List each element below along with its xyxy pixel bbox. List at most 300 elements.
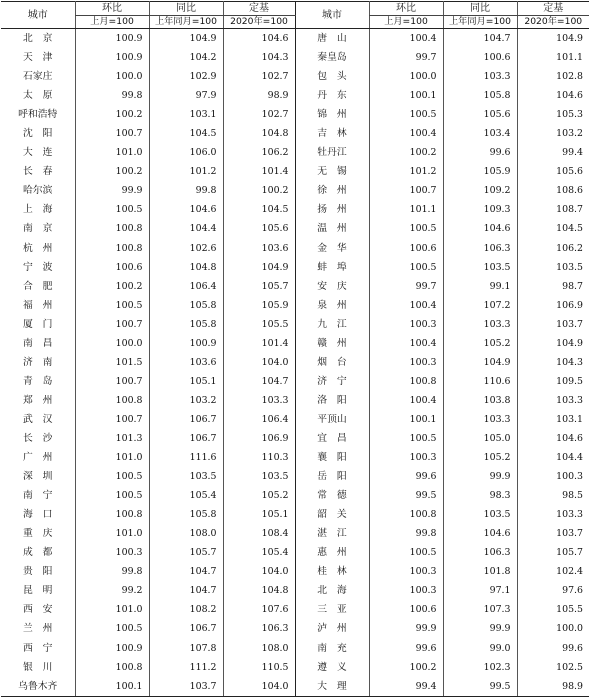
right-base-cell: 106.2 [517,239,589,258]
left-city-cell: 昆 明 [23,585,53,597]
left-mom-cell: 101.5 [75,353,149,372]
right-base-cell: 104.3 [517,353,589,372]
right-base-cell: 104.5 [517,219,589,238]
left-city-cell: 乌鲁木齐 [1,677,75,697]
left-yoy-cell: 108.0 [149,524,223,543]
header-base-left: 定基 [223,2,295,16]
right-mom-cell: 100.4 [369,29,443,49]
right-city-cell: 徐 州 [295,181,369,200]
left-base-cell: 105.4 [223,543,295,562]
right-mom-cell: 100.3 [369,581,443,600]
right-city-cell: 泉 州 [295,296,369,315]
left-base-cell: 104.7 [223,372,295,391]
subheader-mom-right: 上月=100 [369,16,443,29]
header-yoy-right: 同比 [443,2,517,16]
right-yoy-cell: 103.3 [443,410,517,429]
left-city-cell: 广 州 [23,452,53,464]
left-mom-cell: 100.8 [75,239,149,258]
right-city-cell: 蚌 埠 [295,258,369,277]
right-mom-cell: 100.8 [369,505,443,524]
right-yoy-cell: 99.9 [443,619,517,638]
right-base-cell: 103.3 [517,391,589,410]
right-city-cell: 唐 山 [295,29,369,49]
right-yoy-cell: 104.6 [443,219,517,238]
right-yoy-cell: 105.2 [443,334,517,353]
left-base-cell: 106.9 [223,429,295,448]
left-mom-cell: 100.9 [75,48,149,67]
right-base-cell: 105.3 [517,105,589,124]
table-row [1,48,589,67]
right-city-cell: 无 锡 [295,162,369,181]
left-base-cell: 106.2 [223,143,295,162]
left-mom-cell: 99.8 [75,86,149,105]
left-yoy-cell: 102.9 [149,67,223,86]
left-yoy-cell: 104.4 [149,219,223,238]
left-mom-cell: 101.0 [75,600,149,619]
left-city-cell: 合 肥 [23,280,53,292]
left-city-cell: 西 宁 [23,642,53,654]
table-row [1,391,589,410]
right-base-cell: 99.4 [517,143,589,162]
left-base-cell: 104.8 [223,581,295,600]
left-mom-cell: 101.0 [75,448,149,467]
left-mom-cell: 100.2 [75,277,149,296]
left-base-cell: 103.3 [223,391,295,410]
right-mom-cell: 99.8 [369,524,443,543]
left-city-cell: 天 津 [23,52,53,64]
right-base-cell: 108.6 [517,181,589,200]
left-yoy-cell: 99.8 [149,181,223,200]
right-city-cell: 韶 关 [295,505,369,524]
price-index-table [1,1,589,697]
right-city-cell: 秦皇岛 [295,48,369,67]
left-city-cell: 哈尔滨 [23,185,53,197]
right-yoy-cell: 99.9 [443,467,517,486]
right-city-cell: 平顶山 [295,410,369,429]
right-city-cell: 遵 义 [295,658,369,677]
left-mom-cell: 100.6 [75,258,149,277]
right-city-cell: 安 庆 [295,277,369,296]
right-mom-cell: 101.2 [369,162,443,181]
left-mom-cell: 100.3 [75,543,149,562]
right-yoy-cell: 103.3 [443,67,517,86]
table-row [1,448,589,467]
right-mom-cell: 99.4 [369,677,443,697]
right-yoy-cell: 106.3 [443,543,517,562]
table-row [1,296,589,315]
subheader-base-right: 2020年=100 [517,16,589,29]
right-yoy-cell: 105.9 [443,162,517,181]
right-mom-cell: 100.6 [369,239,443,258]
left-base-cell: 101.4 [223,162,295,181]
left-city-cell: 太 原 [23,90,53,102]
table-body [1,29,589,697]
right-city-cell: 烟 台 [295,353,369,372]
right-yoy-cell: 105.0 [443,429,517,448]
table-row [1,334,589,353]
right-yoy-cell: 104.9 [443,353,517,372]
right-mom-cell: 100.4 [369,296,443,315]
left-city-cell: 北 京 [23,33,53,44]
left-base-cell: 105.2 [223,486,295,505]
left-base-cell: 105.1 [223,505,295,524]
right-yoy-cell: 100.6 [443,48,517,67]
left-mom-cell: 100.5 [75,467,149,486]
header-mom-right: 环比 [369,2,443,16]
right-city-cell: 襄 阳 [295,448,369,467]
left-mom-cell: 100.9 [75,29,149,49]
table-row [1,619,589,638]
right-yoy-cell: 103.5 [443,505,517,524]
right-base-cell: 104.6 [517,86,589,105]
right-city-cell: 济 宁 [295,372,369,391]
right-city-cell: 南 充 [295,639,369,658]
left-yoy-cell: 103.2 [149,391,223,410]
left-city-cell: 海 口 [23,509,53,521]
header-yoy-left: 同比 [149,2,223,16]
subheader-yoy-right: 上年同月=100 [443,16,517,29]
right-mom-cell: 101.1 [369,200,443,219]
right-city-cell: 桂 林 [295,562,369,581]
left-yoy-cell: 104.6 [149,200,223,219]
left-yoy-cell: 104.7 [149,581,223,600]
left-city-cell: 兰 州 [23,623,53,635]
left-city-cell: 南 京 [23,223,53,235]
left-base-cell: 104.5 [223,200,295,219]
left-yoy-cell: 97.9 [149,86,223,105]
right-base-cell: 108.7 [517,200,589,219]
left-mom-cell: 100.5 [75,619,149,638]
table-row [1,86,589,105]
table-header [1,2,589,29]
left-mom-cell: 100.7 [75,410,149,429]
left-base-cell: 105.6 [223,219,295,238]
left-base-cell: 108.4 [223,524,295,543]
left-base-cell: 104.0 [223,677,295,697]
right-base-cell: 102.5 [517,658,589,677]
right-yoy-cell: 107.3 [443,600,517,619]
left-yoy-cell: 105.4 [149,486,223,505]
right-mom-cell: 100.4 [369,334,443,353]
left-city-cell: 石家庄 [23,71,53,83]
right-mom-cell: 100.3 [369,562,443,581]
table-row [1,600,589,619]
right-yoy-cell: 105.8 [443,86,517,105]
table-row [1,162,589,181]
table-row [1,200,589,219]
left-mom-cell: 100.9 [75,639,149,658]
left-city-cell: 宁 波 [23,261,53,273]
left-yoy-cell: 111.6 [149,448,223,467]
right-base-cell: 104.6 [517,429,589,448]
right-city-cell: 扬 州 [295,200,369,219]
right-yoy-cell: 107.2 [443,296,517,315]
right-yoy-cell: 104.7 [443,29,517,49]
right-base-cell: 102.8 [517,67,589,86]
right-base-cell: 103.7 [517,315,589,334]
left-city-cell: 深 圳 [23,471,53,483]
left-yoy-cell: 104.2 [149,48,223,67]
left-base-cell: 104.0 [223,562,295,581]
left-base-cell: 102.7 [223,105,295,124]
left-base-cell: 104.9 [223,258,295,277]
left-mom-cell: 100.7 [75,315,149,334]
right-city-cell: 牡丹江 [295,143,369,162]
left-city-cell: 南 宁 [23,490,53,502]
right-base-cell: 103.5 [517,258,589,277]
table-row [1,353,589,372]
right-mom-cell: 100.2 [369,143,443,162]
right-yoy-cell: 103.3 [443,315,517,334]
right-base-cell: 109.5 [517,372,589,391]
left-base-cell: 110.3 [223,448,295,467]
right-yoy-cell: 104.6 [443,524,517,543]
left-yoy-cell: 105.7 [149,543,223,562]
left-base-cell: 106.3 [223,619,295,638]
right-mom-cell: 100.7 [369,181,443,200]
right-base-cell: 101.1 [517,48,589,67]
left-yoy-cell: 106.7 [149,619,223,638]
left-mom-cell: 100.8 [75,505,149,524]
right-base-cell: 103.2 [517,124,589,143]
left-city-cell: 青 岛 [23,375,53,387]
right-city-cell: 湛 江 [295,524,369,543]
left-city-cell: 沈 阳 [23,128,53,140]
left-yoy-cell: 106.4 [149,277,223,296]
right-yoy-cell: 99.1 [443,277,517,296]
header-mom-left: 环比 [75,2,149,16]
left-base-cell: 110.5 [223,658,295,677]
right-city-cell: 赣 州 [295,334,369,353]
right-yoy-cell: 103.4 [443,124,517,143]
right-yoy-cell: 109.3 [443,200,517,219]
right-mom-cell: 100.1 [369,410,443,429]
price-index-table-container [1,1,589,697]
right-city-cell: 岳 阳 [295,467,369,486]
left-yoy-cell: 104.8 [149,258,223,277]
right-mom-cell: 100.5 [369,258,443,277]
left-mom-cell: 100.2 [75,162,149,181]
left-city-cell: 成 都 [23,547,53,559]
right-mom-cell: 100.5 [369,543,443,562]
left-yoy-cell: 102.6 [149,239,223,258]
right-mom-cell: 100.6 [369,600,443,619]
left-base-cell: 105.7 [223,277,295,296]
right-yoy-cell: 105.6 [443,105,517,124]
table-row [1,372,589,391]
right-mom-cell: 100.4 [369,391,443,410]
right-mom-cell: 100.3 [369,448,443,467]
table-row [1,143,589,162]
left-base-cell: 98.9 [223,86,295,105]
table-row [1,67,589,86]
right-base-cell: 98.9 [517,677,589,697]
right-base-cell: 105.7 [517,543,589,562]
right-base-cell: 98.5 [517,486,589,505]
left-city-cell: 上 海 [23,204,53,216]
left-yoy-cell: 103.1 [149,105,223,124]
left-yoy-cell: 111.2 [149,658,223,677]
right-mom-cell: 99.6 [369,467,443,486]
left-mom-cell: 100.5 [75,486,149,505]
table-row [1,581,589,600]
left-mom-cell: 100.2 [75,105,149,124]
left-yoy-cell: 104.9 [149,29,223,49]
left-yoy-cell: 101.2 [149,162,223,181]
table-row [1,239,589,258]
left-base-cell: 105.9 [223,296,295,315]
right-mom-cell: 100.1 [369,86,443,105]
subheader-base-left: 2020年=100 [223,16,295,29]
left-mom-cell: 100.1 [75,677,149,697]
table-row [1,677,589,697]
right-yoy-cell: 103.8 [443,391,517,410]
table-row [1,315,589,334]
right-base-cell: 104.9 [517,29,589,49]
left-yoy-cell: 105.8 [149,296,223,315]
right-yoy-cell: 99.0 [443,639,517,658]
left-city-cell: 杭 州 [23,242,53,254]
left-city-cell: 西 安 [23,604,53,616]
right-base-cell: 104.9 [517,334,589,353]
left-yoy-cell: 105.8 [149,315,223,334]
right-city-cell: 包 头 [295,67,369,86]
right-city-cell: 丹 东 [295,86,369,105]
left-yoy-cell: 107.8 [149,639,223,658]
right-base-cell: 100.0 [517,619,589,638]
left-base-cell: 104.8 [223,124,295,143]
table-row [1,124,589,143]
left-base-cell: 103.6 [223,239,295,258]
table-row [1,277,589,296]
table-row [1,467,589,486]
table-row [1,410,589,429]
left-city-cell: 厦 门 [23,318,53,330]
table-row [1,429,589,448]
right-base-cell: 106.9 [517,296,589,315]
table-row [1,181,589,200]
left-yoy-cell: 105.8 [149,505,223,524]
left-mom-cell: 100.8 [75,391,149,410]
right-base-cell: 103.1 [517,410,589,429]
left-city-cell: 武 汉 [23,413,53,425]
table-row [1,258,589,277]
table-row [1,639,589,658]
left-mom-cell: 100.7 [75,372,149,391]
header-base-right: 定基 [517,2,589,16]
right-city-cell: 大 理 [295,677,369,697]
left-mom-cell: 100.5 [75,200,149,219]
left-yoy-cell: 106.0 [149,143,223,162]
right-yoy-cell: 105.2 [443,448,517,467]
right-mom-cell: 100.3 [369,315,443,334]
right-mom-cell: 99.6 [369,639,443,658]
left-mom-cell: 99.8 [75,562,149,581]
right-base-cell: 103.7 [517,524,589,543]
table-row [1,105,589,124]
right-mom-cell: 100.5 [369,105,443,124]
right-base-cell: 103.3 [517,505,589,524]
table-row [1,219,589,238]
right-mom-cell: 100.8 [369,372,443,391]
right-base-cell: 104.4 [517,448,589,467]
left-yoy-cell: 103.5 [149,467,223,486]
right-base-cell: 105.6 [517,162,589,181]
right-mom-cell: 100.0 [369,67,443,86]
header-city-right: 城市 [295,2,369,29]
left-mom-cell: 100.8 [75,658,149,677]
left-base-cell: 101.4 [223,334,295,353]
right-mom-cell: 100.2 [369,658,443,677]
right-city-cell: 温 州 [295,219,369,238]
left-mom-cell: 101.3 [75,429,149,448]
table-row [1,562,589,581]
right-city-cell: 锦 州 [295,105,369,124]
right-city-cell: 九 江 [295,315,369,334]
left-base-cell: 103.5 [223,467,295,486]
left-city-cell: 济 南 [23,356,53,368]
left-city-cell: 福 州 [23,299,53,311]
left-city-cell: 郑 州 [23,394,53,406]
right-base-cell: 102.4 [517,562,589,581]
right-yoy-cell: 99.6 [443,143,517,162]
left-city-cell: 长 沙 [23,432,53,444]
left-yoy-cell: 103.6 [149,353,223,372]
left-base-cell: 107.6 [223,600,295,619]
right-yoy-cell: 103.5 [443,258,517,277]
right-city-cell: 三 亚 [295,600,369,619]
right-mom-cell: 99.7 [369,48,443,67]
left-base-cell: 102.7 [223,67,295,86]
right-base-cell: 97.6 [517,581,589,600]
left-base-cell: 105.5 [223,315,295,334]
subheader-mom-left: 上月=100 [75,16,149,29]
left-city-cell: 银 川 [23,661,53,673]
right-mom-cell: 99.5 [369,486,443,505]
right-base-cell: 99.6 [517,639,589,658]
left-yoy-cell: 104.7 [149,562,223,581]
left-city-cell: 贵 阳 [23,566,53,578]
left-city-cell: 南 昌 [23,337,53,349]
right-mom-cell: 100.5 [369,219,443,238]
left-base-cell: 104.0 [223,353,295,372]
left-yoy-cell: 105.1 [149,372,223,391]
left-yoy-cell: 108.2 [149,600,223,619]
left-yoy-cell: 106.7 [149,429,223,448]
table-row [1,505,589,524]
left-mom-cell: 100.7 [75,124,149,143]
right-yoy-cell: 97.1 [443,581,517,600]
left-mom-cell: 101.0 [75,524,149,543]
right-mom-cell: 100.3 [369,353,443,372]
left-yoy-cell: 100.9 [149,334,223,353]
right-city-cell: 吉 林 [295,124,369,143]
left-yoy-cell: 104.5 [149,124,223,143]
right-mom-cell: 99.9 [369,619,443,638]
right-city-cell: 北 海 [295,581,369,600]
right-yoy-cell: 110.6 [443,372,517,391]
left-city-cell: 长 春 [23,166,53,178]
left-base-cell: 106.4 [223,410,295,429]
right-mom-cell: 100.5 [369,429,443,448]
left-city-cell: 重 庆 [23,528,53,540]
left-yoy-cell: 103.7 [149,677,223,697]
left-mom-cell: 100.0 [75,67,149,86]
header-city-left: 城市 [1,2,75,29]
left-city-cell: 呼和浩特 [18,109,58,121]
subheader-yoy-left: 上年同月=100 [149,16,223,29]
right-city-cell: 洛 阳 [295,391,369,410]
